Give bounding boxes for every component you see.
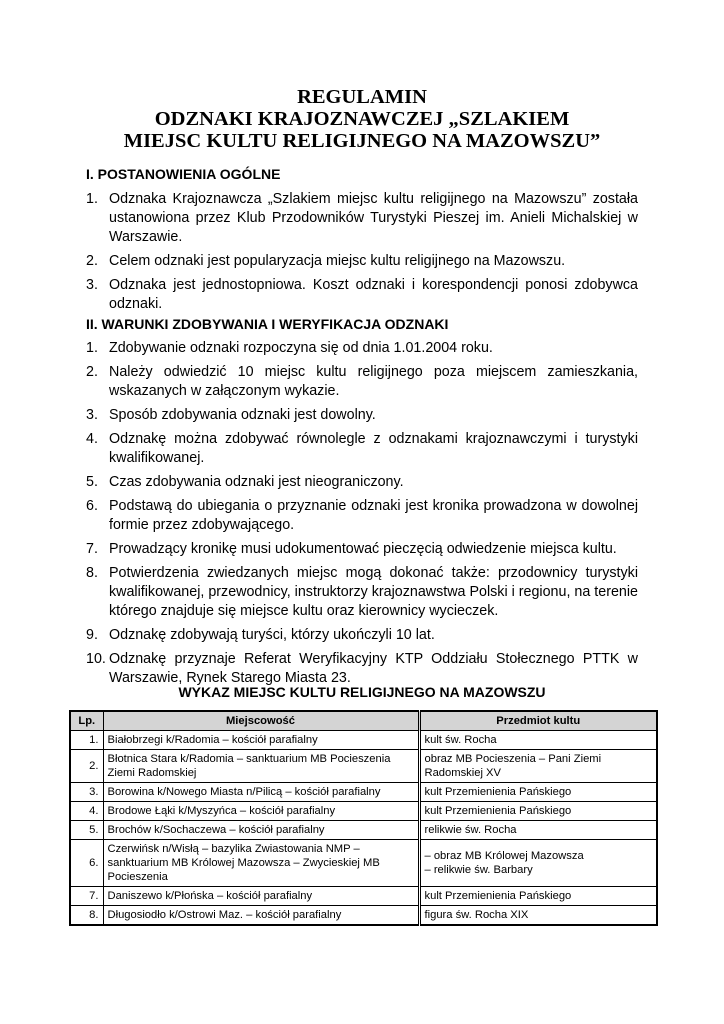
item-text: Odznaka Krajoznawcza „Szlakiem miejsc kultu religijnego na Mazowszu” została ustanowiona przez Klub Przodowników Turystyki Pieszej im. Anieli Michalskiej w Warszawie. xyxy=(109,191,638,245)
item-number: 3. xyxy=(86,407,98,423)
cell-object: kult św. Rocha xyxy=(419,731,657,750)
cell-object: – obraz MB Królowej Mazowsza – relikwie św. Barbary xyxy=(419,840,657,887)
item-number: 2. xyxy=(86,253,98,269)
item-number: 5. xyxy=(86,474,98,490)
list-item xyxy=(86,363,638,401)
table-title: WYKAZ MIEJSC KULTU RELIGIJNEGO NA MAZOWSZU xyxy=(178,684,546,700)
cell-place: Białobrzegi k/Radomia – kościół parafialny xyxy=(103,731,419,750)
item-text: Potwierdzenia zwiedzanych miejsc mogą dokonać także: przodownicy turystyki kwalifikowanej, przewodnicy, instruktorzy krajoznawstwa Polski i regionu, na terenie którego znajduje się miejsce kultu oraz kierownicy wycieczek. xyxy=(109,565,638,619)
cell-lp: 1. xyxy=(70,731,103,750)
cell-place: Borowina k/Nowego Miasta n/Pilicą – kościół parafialny xyxy=(103,783,419,802)
cell-object: figura św. Rocha XIX xyxy=(419,906,657,926)
cell-place: Długosiodło k/Ostrowi Maz. – kościół parafialny xyxy=(103,906,419,926)
item-number: 1. xyxy=(86,191,98,207)
list-item xyxy=(86,497,638,535)
list-item xyxy=(86,339,638,358)
item-text: Odznakę zdobywają turyści, którzy ukończyli 10 lat. xyxy=(109,627,435,643)
item-text: Sposób zdobywania odznaki jest dowolny. xyxy=(109,407,376,423)
section-heading-conditions: II. WARUNKI ZDOBYWANIA I WERYFIKACJA ODZNAKI xyxy=(86,316,449,332)
cell-place: Brodowe Łąki k/Myszyńca – kościół parafialny xyxy=(103,802,419,821)
cell-lp: 3. xyxy=(70,783,103,802)
cell-object: kult Przemienienia Pańskiego xyxy=(419,802,657,821)
table-row xyxy=(70,887,657,906)
list-item xyxy=(86,564,638,621)
section-general-list xyxy=(86,190,638,319)
table-row xyxy=(70,840,657,887)
table-row xyxy=(70,750,657,783)
item-text: Odznaka jest jednostopniowa. Koszt odznaki i korespondencji ponosi zdobywca odznaki. xyxy=(109,277,638,312)
title-line: MIEJSC KULTU RELIGIJNEGO NA MAZOWSZU” xyxy=(123,130,601,152)
cell-place: Czerwińsk n/Wisłą – bazylika Zwiastowania NMP – sanktuarium MB Królowej Mazowsza – Zwycieskiej MB Pocieszenia xyxy=(103,840,419,887)
document-title xyxy=(0,86,724,152)
cell-lp: 7. xyxy=(70,887,103,906)
list-item xyxy=(86,430,638,468)
item-number: 7. xyxy=(86,541,98,557)
column-header-lp: Lp. xyxy=(70,711,103,731)
item-number: 3. xyxy=(86,277,98,293)
table-row xyxy=(70,906,657,926)
cell-place: Brochów k/Sochaczewa – kościół parafialny xyxy=(103,821,419,840)
item-number: 1. xyxy=(86,340,98,356)
list-item xyxy=(86,540,638,559)
item-text: Czas zdobywania odznaki jest nieograniczony. xyxy=(109,474,404,490)
item-text: Zdobywanie odznaki rozpoczyna się od dnia 1.01.2004 roku. xyxy=(109,340,493,356)
list-item xyxy=(86,276,638,314)
title-line: REGULAMIN xyxy=(297,86,427,108)
list-item xyxy=(86,252,638,271)
column-header-place: Miejscowość xyxy=(103,711,419,731)
item-number: 8. xyxy=(86,565,98,581)
table-row xyxy=(70,731,657,750)
cell-lp: 8. xyxy=(70,906,103,926)
column-header-object: Przedmiot kultu xyxy=(419,711,657,731)
cell-place: Błotnica Stara k/Radomia – sanktuarium MB Pocieszenia Ziemi Radomskiej xyxy=(103,750,419,783)
cell-place: Daniszewo k/Płońska – kościół parafialny xyxy=(103,887,419,906)
item-text: Celem odznaki jest popularyzacja miejsc kultu religijnego na Mazowszu. xyxy=(109,253,566,269)
table-row xyxy=(70,783,657,802)
table-header-row xyxy=(70,711,657,731)
list-item xyxy=(86,190,638,247)
cell-object: obraz MB Pocieszenia – Pani Ziemi Radomskiej XV xyxy=(419,750,657,783)
cell-lp: 6. xyxy=(70,840,103,887)
item-text: Należy odwiedzić 10 miejsc kultu religijnego poza miejscem zamieszkania, wskazanych w załączonym wykazie. xyxy=(109,364,638,399)
title-line: ODZNAKI KRAJOZNAWCZEJ „SZLAKIEM xyxy=(154,108,570,130)
table-row xyxy=(70,821,657,840)
item-number: 4. xyxy=(86,431,98,447)
list-item xyxy=(86,473,638,492)
cell-object: kult Przemienienia Pańskiego xyxy=(419,887,657,906)
item-number: 10. xyxy=(86,651,106,667)
cell-object: kult Przemienienia Pańskiego xyxy=(419,783,657,802)
list-item xyxy=(86,406,638,425)
table-row xyxy=(70,802,657,821)
item-number: 6. xyxy=(86,498,98,514)
item-text: Odznakę można zdobywać równolegle z odznakami krajoznawczymi i turystyki kwalifikowanej. xyxy=(109,431,638,466)
section-heading-general: I. POSTANOWIENIA OGÓLNE xyxy=(86,166,281,182)
item-text: Podstawą do ubiegania o przyznanie odznaki jest kronika prowadzona w dowolnej formie przez zdobywającego. xyxy=(109,498,638,533)
cell-lp: 2. xyxy=(70,750,103,783)
cell-lp: 4. xyxy=(70,802,103,821)
cell-object: relikwie św. Rocha xyxy=(419,821,657,840)
cell-lp: 5. xyxy=(70,821,103,840)
item-number: 2. xyxy=(86,364,98,380)
item-text: Odznakę przyznaje Referat Weryfikacyjny KTP Oddziału Stołecznego PTTK w Warszawie, Rynek Starego Miasta 23. xyxy=(109,651,638,686)
item-text: Prowadzący kronikę musi udokumentować pieczęcią odwiedzenie miejsca kultu. xyxy=(109,541,617,557)
list-item xyxy=(86,650,638,688)
places-table xyxy=(69,710,658,926)
item-number: 9. xyxy=(86,627,98,643)
list-item xyxy=(86,626,638,645)
section-conditions-list xyxy=(86,339,638,693)
